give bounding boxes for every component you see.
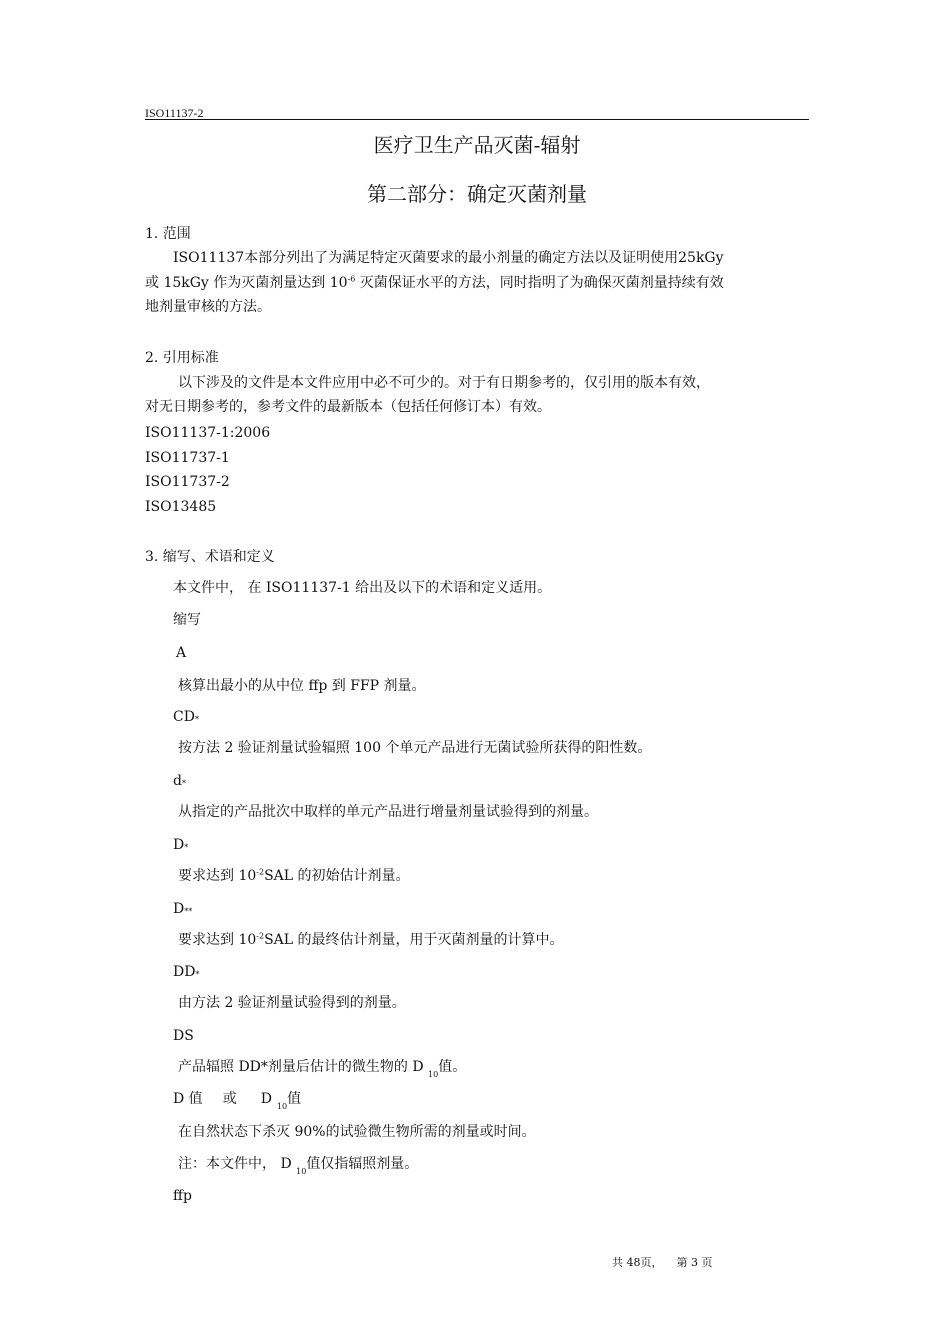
definition-d-value: 在自然状态下杀灭 90%的试验微生物所需的剂量或时间。 — [178, 1124, 536, 1140]
footer-page-number: 第 3 页 — [676, 1256, 713, 1269]
abbreviations-heading: 缩写 — [173, 612, 201, 628]
reference-item: ISO13485 — [145, 499, 217, 515]
term-dd: DD* — [173, 964, 200, 980]
section3-intro: 本文件中， 在 ISO11137-1 给出及以下的术语和定义适用。 — [173, 580, 552, 596]
section1-heading: 1. 范围 — [145, 226, 191, 242]
section2-para-line2: 对无日期参考的，参考文件的最新版本（包括任何修订本）有效。 — [145, 399, 551, 415]
header-doc-id: ISO11137-2 — [145, 106, 204, 120]
section1-para-line2: 或 15kGy 作为灭菌剂量达到 $10^{-6}$ 灭菌保证水平的方法，同时指明了为确保灭菌剂量持续有效 — [145, 274, 724, 291]
section1-para-line1: ISO11137本部分列出了为满足特定灭菌要求的最小剂量的确定方法以及证明使用25kGy — [173, 250, 724, 266]
term-d-lower: d* — [173, 773, 186, 789]
definition-d-lower: 从指定的产品批次中取样的单元产品进行增量剂量试验得到的剂量。 — [178, 804, 598, 820]
term-d-double-star: D** — [173, 901, 193, 917]
term-cd: CD* — [173, 709, 199, 725]
definition-d-double-star: 要求达到 $10^{-2}SAL$ 的最终估计剂量，用于灭菌剂量的计算中。 — [178, 931, 564, 948]
section3-heading: 3. 缩写、术语和定义 — [145, 549, 275, 565]
definition-d-star: 要求达到 $10^{-2}SAL$ 的初始估计剂量。 — [178, 867, 410, 884]
term-ffp: ffp — [173, 1188, 192, 1204]
reference-item: ISO11137-1:2006 — [145, 425, 271, 441]
term-ds: DS — [173, 1028, 194, 1044]
section2-para-line1: 以下涉及的文件是本文件应用中必不可少的。对于有日期参考的，仅引用的版本有效， — [178, 375, 710, 391]
doc-subtitle: 第二部分：确定灭菌剂量 — [367, 182, 587, 206]
term-d-value: D 值 或 D $_{10}$值 — [173, 1091, 302, 1111]
term-d-star: D* — [173, 837, 189, 853]
definition-cd: 按方法 2 验证剂量试验辐照 100 个单元产品进行无菌试验所获得的阳性数。 — [178, 740, 652, 756]
reference-item: ISO11737-1 — [145, 450, 230, 466]
footer-total-pages: 共 48页， — [612, 1256, 663, 1269]
definition-note: 注：本文件中， D $_{10}$值仅指辐照剂量。 — [178, 1156, 419, 1176]
doc-title: 医疗卫生产品灭菌-辐射 — [373, 133, 581, 157]
definition-dd: 由方法 2 验证剂量试验得到的剂量。 — [178, 995, 406, 1011]
definition-ds: 产品辐照 DD*剂量后估计的微生物的 D $_{10}$值。 — [178, 1059, 467, 1079]
section2-heading: 2. 引用标准 — [145, 350, 219, 366]
page-footer — [612, 1254, 713, 1270]
reference-item: ISO11737-2 — [145, 474, 230, 490]
header-rule — [145, 119, 809, 120]
section1-para-line3: 地剂量审核的方法。 — [145, 299, 271, 315]
definition-a: 核算出最小的从中位 ffp 到 FFP 剂量。 — [178, 678, 426, 694]
term-a: A — [176, 645, 187, 661]
